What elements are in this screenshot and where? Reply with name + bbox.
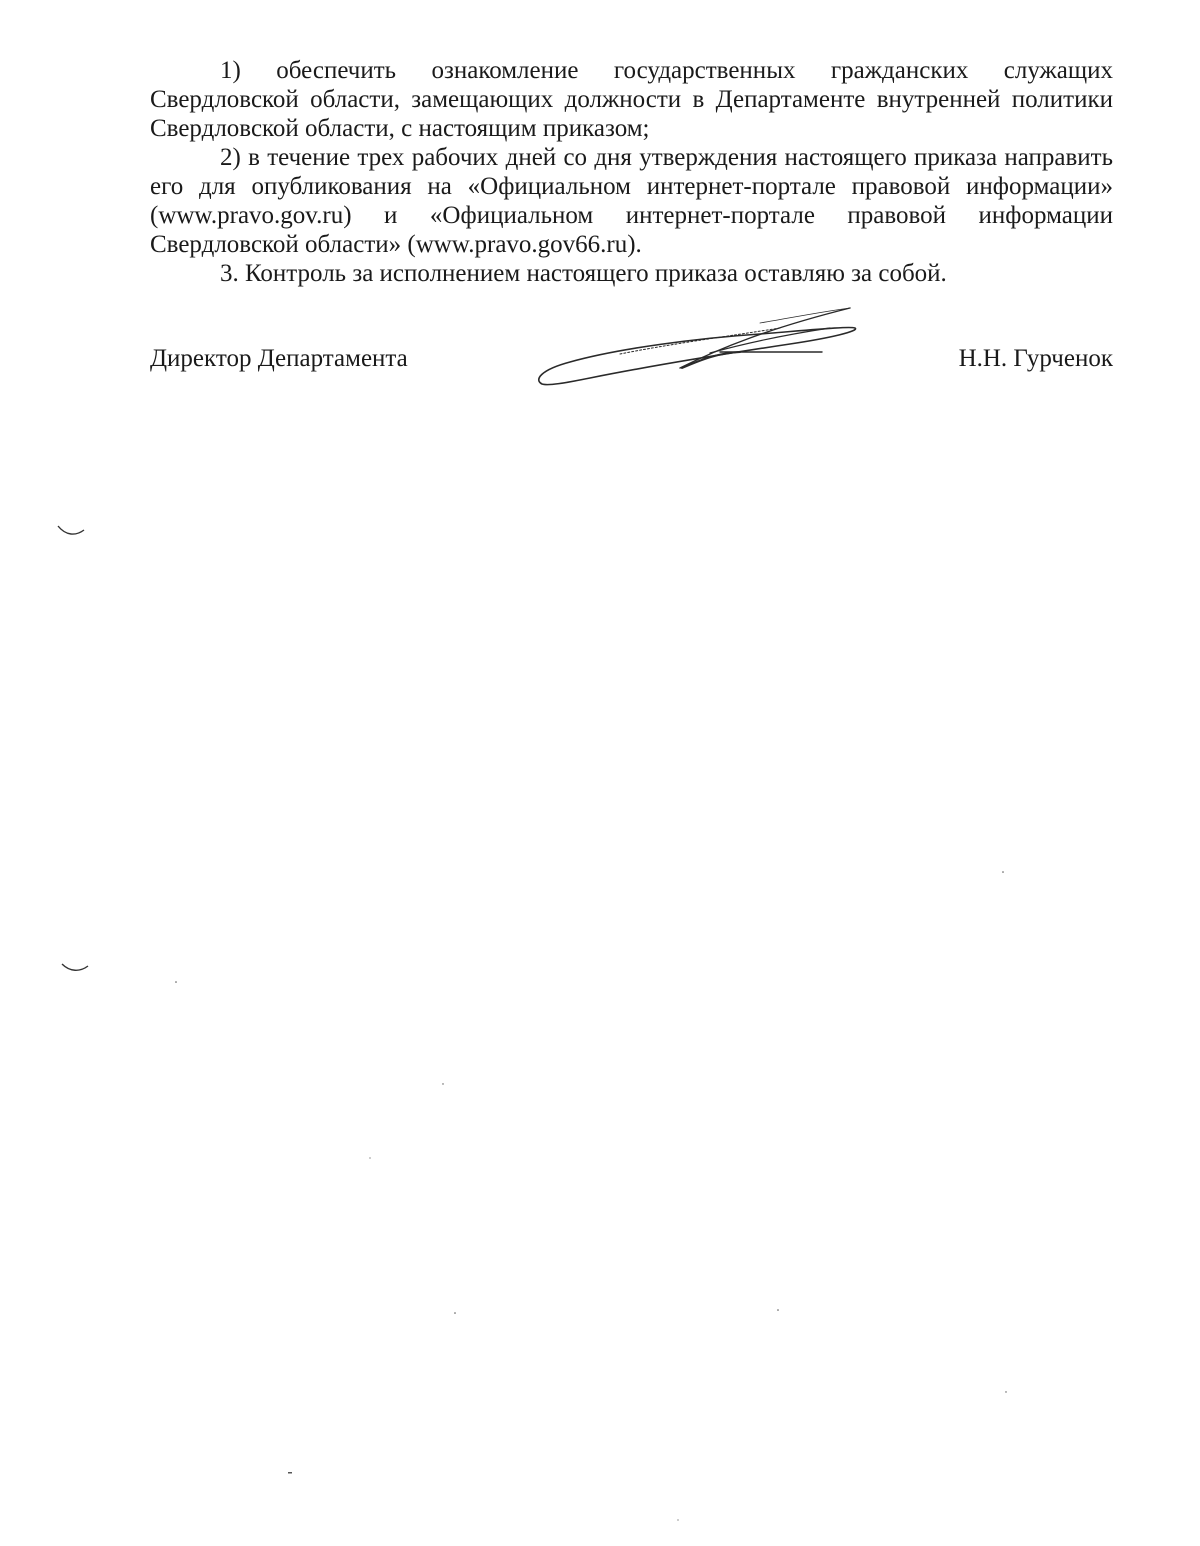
signer-name: Н.Н. Гурченок bbox=[958, 345, 1113, 372]
paragraph-item-2: 2) в течение трех рабочих дней со дня утверждения настоящего приказа направить его для опубликования на «Официальном интернет-портале правовой информации» (www.pravo.gov.ru) и «Официальном интернет-портале правовой информации Свердловской области» (www.pravo.gov66.ru). bbox=[150, 144, 1113, 258]
handwritten-signature bbox=[530, 298, 870, 398]
paragraph-item-1: 1) обеспечить ознакомление государственных гражданских служащих Свердловской области, замещающих должности в Департаменте внутренней политики Свердловской области, с настоящим приказом; bbox=[150, 57, 1113, 142]
paragraph-item-3: 3. Контроль за исполнением настоящего приказа оставляю за собой. bbox=[220, 260, 947, 287]
document-body bbox=[150, 56, 1113, 288]
signer-position: Директор Департамента bbox=[150, 345, 408, 372]
